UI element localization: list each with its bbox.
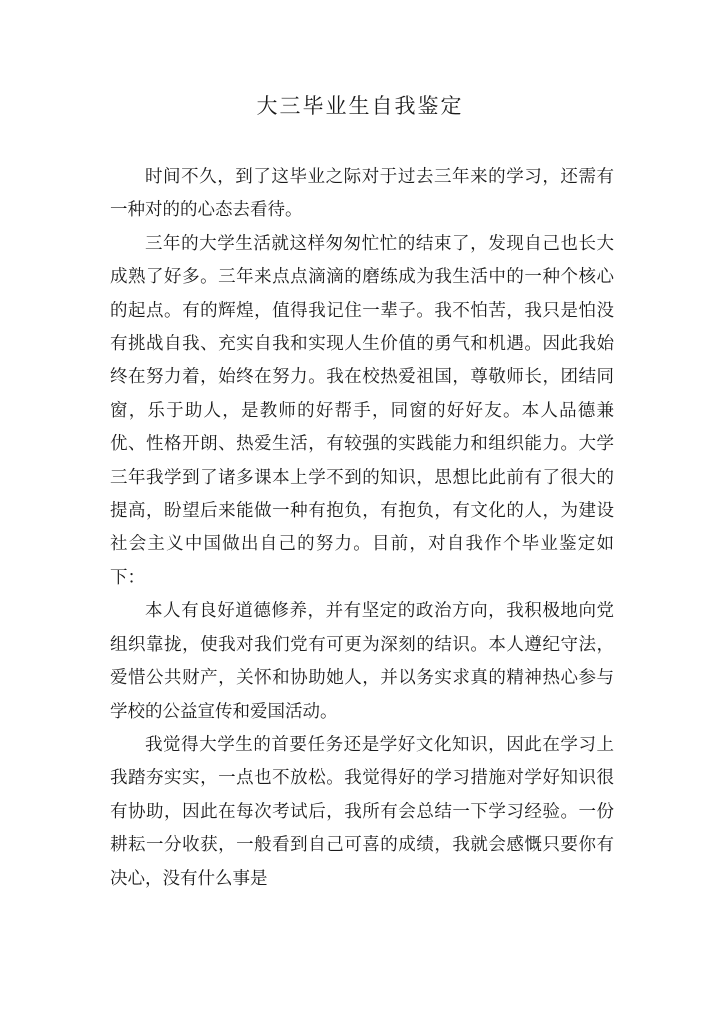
document-title: 大三毕业生自我鉴定	[256, 94, 464, 118]
paragraph-2: 三年的大学生活就这样匆匆忙忙的结束了，发现自己也长大成熟了好多。三年来点点滴滴的磨练成为我生活中的一种个核心的起点。有的辉煌，值得我记住一辈子。我不怕苦，我只是怕没有挑战自我、充实自我和实现人生价值的勇气和机遇。因此我始终在努力着，始终在努力。我在校热爱祖国，尊敬师长，团结同窗，乐于助人，是教师的好帮手，同窗的好好友。本人品德兼优、性格开朗、热爱生活，有较强的实践能力和组织能力。大学三年我学到了诸多课本上学不到的知识，思想比此前有了很大的提高，盼望后来能做一种有抱负，有抱负，有文化的人，为建设社会主义中国做出自己的努力。目前，对自我作个毕业鉴定如下：	[110, 233, 614, 588]
paragraph-1: 时间不久，到了这毕业之际对于过去三年来的学习，还需有一种对的的心态去看待。	[110, 167, 614, 221]
document-body	[110, 161, 614, 896]
paragraph-3: 本人有良好道德修养，并有坚定的政治方向，我积极地向党组织靠拢，使我对我们党有可更为深刻的结识。本人遵纪守法，爱惜公共财产，关怀和协助她人，并以务实求真的精神热心参与学校的公益宣传和爱国活动。	[110, 601, 614, 722]
paragraph-4: 我觉得大学生的首要任务还是学好文化知识，因此在学习上我踏夯实实，一点也不放松。我觉得好的学习措施对学好知识很有协助，因此在每次考试后，我所有会总结一下学习经验。一份耕耘一分收获，一般看到自己可喜的成绩，我就会感慨只要你有决心，没有什么事是	[110, 734, 614, 889]
